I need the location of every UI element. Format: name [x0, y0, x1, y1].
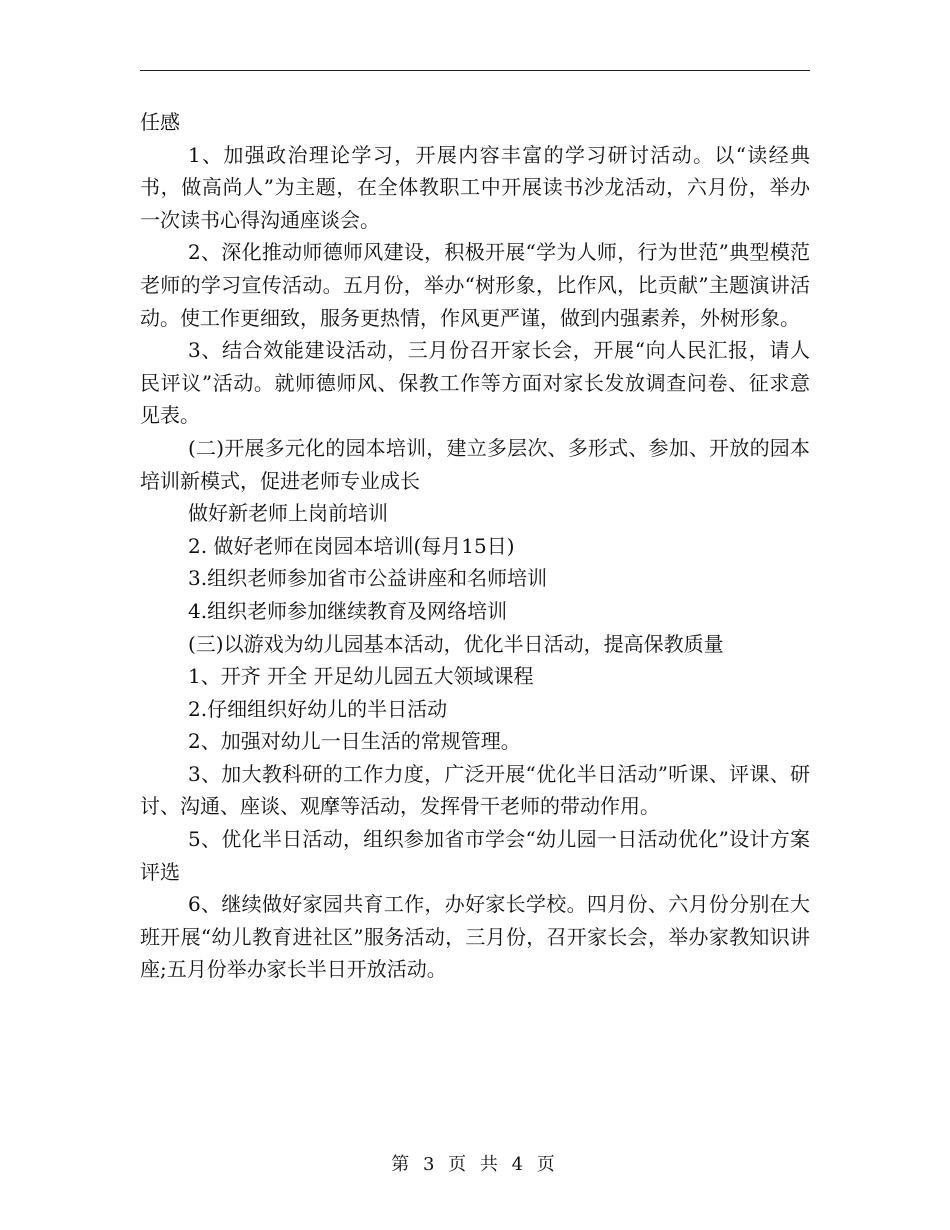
paragraph: 任感	[140, 110, 180, 134]
paragraph: 6、继续做好家园共育工作，办好家长学校。四月份、六月份分别在大班开展“幼儿教育进社区”服务活动，三月份，召开家长会，举办家教知识讲座;五月份举办家长半日开放活动。	[140, 892, 810, 982]
list-item: 2、加强对幼儿一日生活的常规管理。	[188, 729, 521, 754]
list-item: 4.组织老师参加继续教育及网络培训	[188, 598, 508, 623]
list-item: 2. 做好老师在岗园本培训(每月15日)	[188, 533, 515, 558]
paragraph: 1、加强政治理论学习，开展内容丰富的学习研讨活动。以“读经典书，做高尚人”为主题，在全体教职工中开展读书沙龙活动，六月份，举办一次读书心得沟通座谈会。	[140, 142, 810, 232]
header-rule	[140, 70, 810, 71]
list-item: 3.组织老师参加省市公益讲座和名师培训	[188, 566, 548, 591]
document-body	[140, 106, 810, 986]
paragraph: 2、深化推动师德师风建设，积极开展“学为人师，行为世范”典型模范老师的学习宣传活动。五月份，举办“树形象，比作风，比贡献”主题演讲活动。使工作更细致，服务更热情，作风更严谨，做到内强素养，外树形象。	[140, 240, 810, 330]
list-item: 1、开齐 开全 开足幼儿园五大领域课程	[188, 664, 534, 689]
paragraph: 3、加大教科研的工作力度，广泛开展“优化半日活动”听课、评课、研讨、沟通、座谈、观摩等活动，发挥骨干老师的带动作用。	[140, 761, 810, 819]
section-heading: (二)开展多元化的园本培训，建立多层次、多形式、参加、开放的园本培训新模式，促进老师专业成长	[140, 435, 810, 493]
paragraph: 5、优化半日活动，组织参加省市学会“幼儿园一日活动优化”设计方案评选	[140, 827, 810, 884]
section-heading: (三)以游戏为幼儿园基本活动，优化半日活动，提高保教质量	[188, 631, 724, 656]
list-item: 2.仔细组织好幼儿的半日活动	[188, 696, 448, 721]
page-footer: 第 3 页 共 4 页	[391, 1154, 559, 1175]
list-item: 做好新老师上岗前培训	[188, 501, 388, 526]
paragraph: 3、结合效能建设活动，三月份召开家长会，开展“向人民汇报，请人民评议”活动。就师德师风、保教工作等方面对家长发放调查问卷、征求意见表。	[140, 338, 810, 428]
